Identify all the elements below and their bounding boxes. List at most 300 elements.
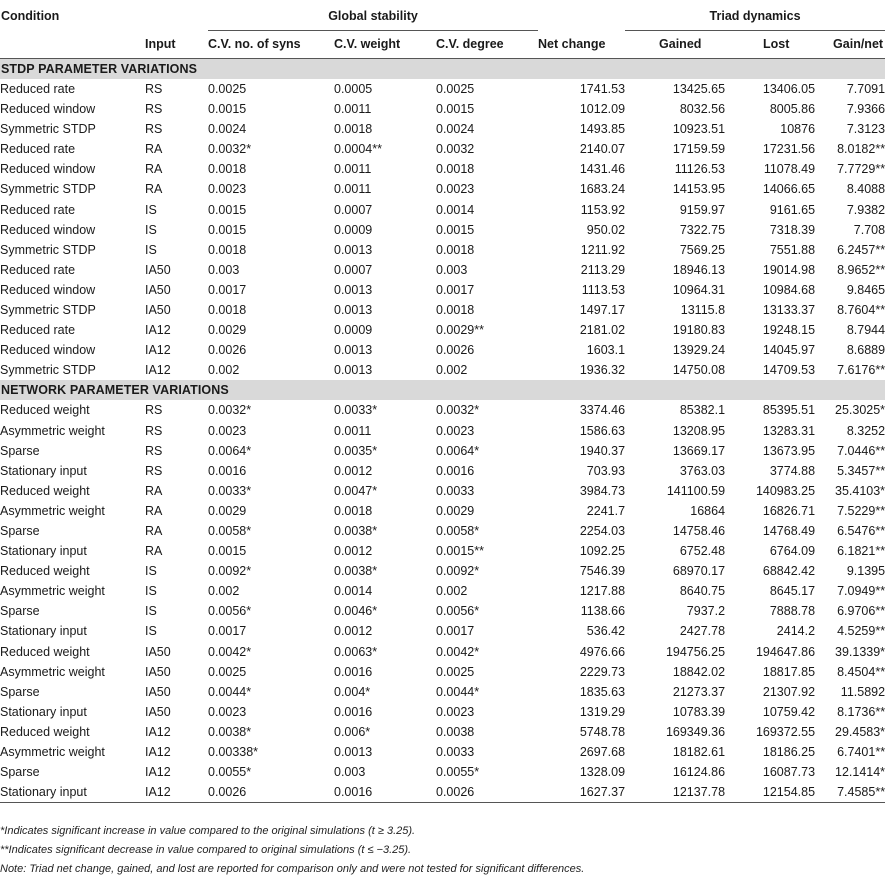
cv-degree-cell: 0.0032	[436, 142, 475, 157]
gained-cell: 9159.97	[679, 202, 726, 217]
lost-cell: 21307.92	[762, 684, 816, 699]
net-change-cell: 7546.39	[579, 564, 626, 579]
net-change-cell: 1431.46	[579, 162, 626, 177]
net-change-cell: 2113.29	[580, 262, 626, 277]
cv-degree-cell: 0.0029	[436, 503, 475, 518]
condition-cell: Reduced window	[0, 162, 96, 177]
gain-net-cell: 8.1736**	[837, 704, 885, 719]
gained-cell: 13208.95	[672, 423, 726, 438]
table-row	[0, 481, 885, 501]
table-row	[0, 99, 885, 119]
table-row	[0, 782, 885, 803]
cv-syns-cell: 0.0032*	[208, 142, 252, 157]
cv-degree-cell: 0.0092*	[436, 564, 480, 579]
cv-degree-cell: 0.0056*	[436, 604, 480, 619]
cv-weight-cell: 0.0038*	[334, 523, 378, 538]
net-change-cell: 1493.85	[579, 122, 626, 137]
gain-net-cell: 25.3025*	[835, 403, 885, 418]
cv-syns-cell: 0.002	[208, 584, 240, 599]
cv-degree-cell: 0.0026	[436, 782, 538, 803]
net-change-cell: 1012.09	[579, 102, 626, 117]
net-change-cell: 1936.32	[579, 363, 626, 378]
table-row	[0, 722, 885, 742]
condition-cell: Reduced window	[0, 102, 96, 117]
net-change-cell: 5748.78	[579, 724, 626, 739]
condition-cell: Asymmetric weight	[0, 584, 105, 599]
condition-cell: Reduced weight	[0, 564, 90, 579]
input-cell: IS	[145, 604, 157, 619]
gained-cell: 16864	[690, 503, 726, 518]
gain-net-cell: 6.5476**	[837, 523, 885, 538]
footnotes	[0, 822, 885, 879]
gained-cell: 3763.03	[679, 463, 726, 478]
cv-degree-cell: 0.0058*	[436, 523, 480, 538]
cv-syns-cell: 0.0064*	[208, 443, 252, 458]
condition-cell: Stationary input	[0, 544, 87, 559]
gain-net-cell: 6.2457**	[837, 242, 885, 257]
gained-cell: 68970.17	[672, 564, 726, 579]
cv-weight-cell: 0.0005	[334, 82, 373, 96]
lost-cell: 8005.86	[769, 102, 816, 117]
cv-syns-cell: 0.002	[208, 363, 240, 378]
table-row	[0, 360, 885, 380]
lost-cell: 11078.49	[763, 162, 816, 177]
cv-syns-cell: 0.00338*	[208, 745, 259, 759]
cv-syns-cell: 0.0044*	[208, 684, 252, 699]
gained-cell: 16124.86	[672, 765, 726, 780]
condition-cell: Reduced weight	[0, 403, 90, 418]
gain-net-cell: 9.8465	[846, 282, 885, 297]
lost-cell: 16087.73	[762, 765, 816, 780]
gained-cell: 14758.46	[672, 523, 726, 538]
input-cell: IS	[145, 564, 157, 579]
cv-syns-cell: 0.0025	[208, 664, 247, 679]
table-row	[0, 642, 885, 662]
cv-weight-column-header: C.V. weight	[334, 31, 436, 59]
table-row	[0, 200, 885, 220]
gain-net-cell: 7.0949**	[837, 584, 885, 599]
cv-weight-cell: 0.0013	[334, 242, 373, 257]
condition-cell: Sparse	[0, 443, 40, 458]
header-group-row	[0, 1, 885, 31]
gain-net-cell: 7.708	[853, 222, 885, 237]
net-change-cell: 1741.53	[579, 82, 626, 96]
condition-cell: Asymmetric weight	[0, 423, 105, 438]
cv-degree-cell: 0.0023	[436, 423, 475, 438]
gain-net-cell: 8.7944	[846, 323, 885, 338]
net-change-cell: 536.42	[586, 624, 626, 639]
lost-cell: 16826.71	[762, 503, 816, 518]
cv-degree-cell: 0.0032*	[436, 403, 480, 418]
input-cell: RA	[145, 483, 163, 498]
cv-weight-cell: 0.0013	[334, 282, 373, 297]
cv-weight-cell: 0.0018	[334, 122, 373, 137]
cv-weight-cell: 0.003	[334, 765, 366, 780]
cv-weight-cell: 0.0038*	[334, 564, 378, 579]
table-row	[0, 400, 885, 420]
gained-cell: 141100.59	[666, 483, 726, 498]
input-cell: IA50	[145, 282, 171, 297]
lost-cell: 19248.15	[762, 323, 816, 338]
gained-cell: 19180.83	[672, 323, 726, 338]
cv-syns-cell: 0.0015	[208, 202, 247, 217]
input-cell: IA12	[145, 343, 171, 358]
gain-net-cell: 8.0182**	[837, 142, 885, 157]
cv-weight-cell: 0.0013	[334, 363, 373, 378]
cv-degree-cell: 0.002	[436, 584, 468, 599]
cv-syns-cell: 0.0029	[208, 503, 247, 518]
section-title: STDP PARAMETER VARIATIONS	[0, 59, 885, 80]
gained-cell: 21273.37	[672, 684, 726, 699]
cv-degree-cell: 0.0033	[436, 483, 475, 498]
lost-cell: 13133.37	[762, 303, 816, 318]
input-cell: RA	[145, 162, 163, 177]
cv-weight-cell: 0.0011	[334, 182, 372, 197]
table-row	[0, 300, 885, 320]
condition-cell: Stationary input	[0, 782, 145, 803]
cv-syns-cell: 0.0026	[208, 343, 247, 358]
cv-syns-cell: 0.0018	[208, 242, 247, 257]
cv-degree-cell: 0.0015	[436, 222, 475, 237]
cv-syns-cell: 0.0092*	[208, 564, 252, 579]
gain-net-cell: 5.3457**	[837, 463, 885, 478]
input-cell: RA	[145, 544, 163, 559]
lost-cell: 7318.39	[769, 222, 816, 237]
input-cell: RS	[145, 443, 163, 458]
condition-cell: Symmetric STDP	[0, 303, 96, 318]
cv-weight-cell: 0.0012	[334, 463, 373, 478]
input-cell: RA	[145, 142, 163, 157]
gained-cell: 18842.02	[672, 664, 726, 679]
gained-cell: 14153.95	[672, 182, 726, 197]
cv-syns-cell: 0.0025	[208, 82, 247, 96]
table-row	[0, 541, 885, 561]
lost-cell: 10759.42	[762, 704, 816, 719]
net-change-cell: 1835.63	[579, 684, 626, 699]
gain-net-cell: 11.5892	[840, 684, 885, 699]
net-change-cell: 1211.92	[580, 242, 626, 257]
gain-net-cell: 7.0446**	[837, 443, 885, 458]
lost-cell: 85395.51	[762, 403, 816, 418]
condition-header: Condition	[1, 8, 60, 23]
input-cell: RA	[145, 523, 163, 538]
cv-syns-cell: 0.0056*	[208, 604, 252, 619]
table-row	[0, 621, 885, 641]
cv-syns-cell: 0.0018	[208, 303, 247, 318]
input-cell: RS	[145, 122, 163, 137]
cv-weight-cell: 0.0013	[334, 745, 373, 759]
cv-syns-cell: 0.0032*	[208, 403, 252, 418]
gain-net-cell: 8.7604**	[837, 303, 885, 318]
gain-net-cell: 7.3123	[846, 122, 885, 137]
cv-syns-cell: 0.0017	[208, 282, 247, 297]
table-body	[0, 59, 885, 803]
net-change-cell: 2697.68	[579, 745, 626, 759]
gained-cell: 169349.36	[665, 724, 726, 739]
cv-syns-cell: 0.0033*	[208, 483, 252, 498]
cv-weight-cell: 0.0035*	[334, 443, 378, 458]
cv-syns-cell: 0.0015	[208, 544, 247, 559]
cv-weight-cell: 0.004*	[334, 684, 371, 699]
gained-cell: 10923.51	[672, 122, 726, 137]
cv-weight-cell: 0.0007	[334, 262, 373, 277]
cv-syns-cell: 0.0015	[208, 222, 247, 237]
cv-degree-cell: 0.0018	[436, 303, 475, 318]
cv-weight-cell: 0.0063*	[334, 644, 378, 659]
triad-dynamics-header: Triad dynamics	[625, 1, 885, 31]
cv-degree-cell: 0.0038	[436, 724, 475, 739]
cv-weight-cell: 0.0011	[334, 162, 372, 177]
cv-weight-cell: 0.0013	[334, 303, 373, 318]
condition-cell: Reduced rate	[0, 202, 76, 217]
cv-weight-cell: 0.006*	[334, 724, 371, 739]
cv-weight-cell: 0.0016	[334, 782, 436, 803]
gain-net-cell: 8.3252	[846, 423, 885, 438]
lost-cell: 8645.17	[769, 584, 816, 599]
net-change-cell: 2140.07	[579, 142, 626, 157]
cv-weight-cell: 0.0004**	[334, 142, 382, 157]
lost-cell: 13283.31	[762, 423, 816, 438]
condition-cell: Asymmetric weight	[0, 503, 105, 518]
cv-weight-cell: 0.0011	[334, 102, 372, 117]
table-row	[0, 179, 885, 199]
cv-syns-cell: 0.0038*	[208, 724, 252, 739]
table-row	[0, 702, 885, 722]
table-row	[0, 159, 885, 179]
input-cell: IA12	[145, 745, 171, 759]
lost-cell: 12154.85	[725, 782, 815, 803]
cv-degree-cell: 0.0023	[436, 182, 475, 197]
gain-net-cell: 8.4504**	[837, 664, 885, 679]
net-change-cell: 2241.7	[586, 503, 626, 518]
gain-net-cell: 35.4103*	[835, 483, 885, 498]
gained-cell: 7569.25	[679, 242, 726, 257]
cv-degree-cell: 0.0033	[436, 745, 475, 759]
gained-cell: 18182.61	[672, 745, 726, 759]
condition-cell: Reduced rate	[0, 82, 76, 96]
cv-syns-cell: 0.0026	[208, 782, 334, 803]
table-row	[0, 421, 885, 441]
table-row	[0, 119, 885, 139]
gain-net-cell: 7.6176**	[837, 363, 885, 378]
net-change-cell: 2254.03	[579, 523, 626, 538]
gained-cell: 10964.31	[672, 282, 726, 297]
gain-net-cell: 7.4585**	[815, 782, 885, 803]
condition-cell: Reduced weight	[0, 644, 90, 659]
cv-degree-cell: 0.0055*	[436, 765, 480, 780]
cv-weight-cell: 0.0011	[334, 423, 372, 438]
table-row	[0, 240, 885, 260]
lost-cell: 10984.68	[762, 282, 816, 297]
lost-cell: 2414.2	[776, 624, 816, 639]
lost-cell: 6764.09	[769, 544, 816, 559]
input-cell: IA12	[145, 765, 171, 780]
gain-net-cell: 29.4583*	[835, 724, 885, 739]
input-cell: IS	[145, 584, 157, 599]
cv-degree-cell: 0.0025	[436, 82, 475, 96]
table-row	[0, 682, 885, 702]
input-cell: IS	[145, 222, 157, 237]
input-cell: IA50	[145, 262, 171, 277]
condition-cell: Sparse	[0, 604, 40, 619]
table-row	[0, 320, 885, 340]
cv-degree-cell: 0.0017	[436, 282, 475, 297]
cv-syns-cell: 0.0042*	[208, 644, 252, 659]
net-change-cell: 1328.09	[579, 765, 626, 780]
net-change-cell: 3374.46	[579, 403, 626, 418]
lost-cell: 194647.86	[755, 644, 816, 659]
cv-weight-cell: 0.0012	[334, 544, 373, 559]
cv-syns-cell: 0.0055*	[208, 765, 252, 780]
table-row	[0, 79, 885, 99]
table-row	[0, 441, 885, 461]
gain-net-cell: 8.4088	[846, 182, 885, 197]
cv-syns-cell: 0.0015	[208, 102, 247, 117]
table-row	[0, 260, 885, 280]
net-change-cell: 1627.37	[538, 782, 625, 803]
lost-cell: 68842.42	[762, 564, 816, 579]
gained-cell: 13669.17	[672, 443, 726, 458]
lost-cell: 140983.25	[755, 483, 816, 498]
condition-cell: Symmetric STDP	[0, 182, 96, 197]
table-row	[0, 601, 885, 621]
net-change-cell: 703.93	[586, 463, 626, 478]
net-change-cell: 1319.29	[579, 704, 626, 719]
gained-cell: 85382.1	[679, 403, 726, 418]
lost-cell: 7551.88	[769, 242, 816, 257]
global-stability-header: Global stability	[208, 1, 538, 31]
condition-cell: Sparse	[0, 765, 40, 780]
cv-degree-cell: 0.0016	[436, 463, 475, 478]
input-cell: RS	[145, 403, 163, 418]
gained-cell: 2427.78	[679, 624, 726, 639]
net-change-column-header: Net change	[538, 31, 625, 59]
condition-cell: Stationary input	[0, 463, 87, 478]
cv-degree-cell: 0.003	[436, 262, 468, 277]
lost-cell: 14045.97	[762, 343, 816, 358]
cv-weight-cell: 0.0007	[334, 202, 373, 217]
net-change-cell: 1138.66	[580, 604, 626, 619]
input-cell: RA	[145, 503, 163, 518]
cv-weight-cell: 0.0016	[334, 704, 373, 719]
gain-net-cell: 4.5259**	[837, 624, 885, 639]
gain-net-cell: 6.7401**	[837, 745, 885, 759]
cv-weight-cell: 0.0014	[334, 584, 373, 599]
cv-degree-cell: 0.002	[436, 363, 468, 378]
section-header-row	[0, 59, 885, 80]
input-cell: RS	[145, 463, 163, 478]
table-row	[0, 501, 885, 521]
cv-weight-cell: 0.0009	[334, 323, 373, 338]
cv-weight-cell: 0.0047*	[334, 483, 378, 498]
gain-net-column-header: Gain/net	[815, 31, 885, 59]
cv-syns-cell: 0.0024	[208, 122, 247, 137]
gain-net-cell: 7.5229**	[837, 503, 885, 518]
results-table	[0, 1, 885, 803]
gain-net-cell: 7.9382	[846, 202, 885, 217]
lost-cell: 3774.88	[769, 463, 816, 478]
net-change-cell: 4976.66	[579, 644, 626, 659]
table-row	[0, 521, 885, 541]
gain-net-cell: 8.6889	[846, 343, 885, 358]
table-row	[0, 561, 885, 581]
gained-cell: 6752.48	[679, 544, 726, 559]
gained-cell: 13929.24	[672, 343, 726, 358]
net-change-cell: 1153.92	[580, 202, 626, 217]
lost-cell: 18186.25	[762, 745, 816, 759]
cv-syns-cell: 0.0023	[208, 423, 247, 438]
gained-cell: 8640.75	[679, 584, 726, 599]
input-cell: IA50	[145, 303, 171, 318]
cv-degree-column-header: C.V. degree	[436, 31, 538, 59]
lost-cell: 14709.53	[762, 363, 816, 378]
lost-cell: 18817.85	[762, 664, 816, 679]
cv-degree-cell: 0.0026	[436, 343, 475, 358]
input-cell: RA	[145, 182, 163, 197]
cv-syns-cell: 0.0018	[208, 162, 247, 177]
gained-cell: 194756.25	[665, 644, 726, 659]
input-cell: IA50	[145, 704, 171, 719]
condition-cell: Sparse	[0, 684, 40, 699]
condition-cell: Stationary input	[0, 624, 87, 639]
condition-cell: Symmetric STDP	[0, 242, 96, 257]
input-cell: RS	[145, 423, 163, 438]
condition-cell: Reduced window	[0, 222, 96, 237]
net-change-cell: 3984.73	[579, 483, 626, 498]
cv-degree-cell: 0.0025	[436, 664, 475, 679]
gained-cell: 13115.8	[680, 303, 726, 318]
input-cell: IA12	[145, 724, 171, 739]
gained-cell: 7937.2	[686, 604, 726, 619]
gain-net-cell: 9.1395	[846, 564, 885, 579]
lost-cell: 13673.95	[762, 443, 816, 458]
cv-weight-cell: 0.0013	[334, 343, 373, 358]
cv-weight-cell: 0.0012	[334, 624, 373, 639]
table-row	[0, 742, 885, 762]
lost-cell: 17231.56	[762, 142, 816, 157]
table-row	[0, 461, 885, 481]
section-header-row	[0, 380, 885, 400]
input-cell: IA50	[145, 684, 171, 699]
gained-cell: 13425.65	[672, 82, 726, 96]
cv-syns-cell: 0.0023	[208, 704, 247, 719]
gain-net-cell: 7.9366	[846, 102, 885, 117]
lost-column-header: Lost	[725, 31, 815, 59]
lost-cell: 7888.78	[769, 604, 816, 619]
gain-net-cell: 6.9706**	[837, 604, 885, 619]
condition-cell: Reduced window	[0, 282, 96, 297]
cv-syns-cell: 0.003	[208, 262, 240, 277]
gain-net-cell: 39.1339*	[835, 644, 885, 659]
net-change-cell: 1092.25	[579, 544, 626, 559]
condition-cell: Asymmetric weight	[0, 664, 105, 679]
cv-degree-cell: 0.0029**	[436, 323, 484, 338]
input-cell: IS	[145, 202, 157, 217]
cv-degree-cell: 0.0018	[436, 162, 475, 177]
lost-cell: 9161.65	[769, 202, 816, 217]
input-cell: RS	[145, 82, 163, 96]
condition-cell: Reduced rate	[0, 262, 76, 277]
cv-degree-cell: 0.0015	[436, 102, 475, 117]
lost-cell: 19014.98	[762, 262, 816, 277]
table-row	[0, 581, 885, 601]
condition-cell: Sparse	[0, 523, 40, 538]
input-cell: IA12	[145, 782, 208, 803]
lost-cell: 14768.49	[762, 523, 816, 538]
net-change-cell: 2229.73	[579, 664, 626, 679]
condition-cell: Asymmetric weight	[0, 745, 105, 759]
input-cell: IS	[145, 242, 157, 257]
